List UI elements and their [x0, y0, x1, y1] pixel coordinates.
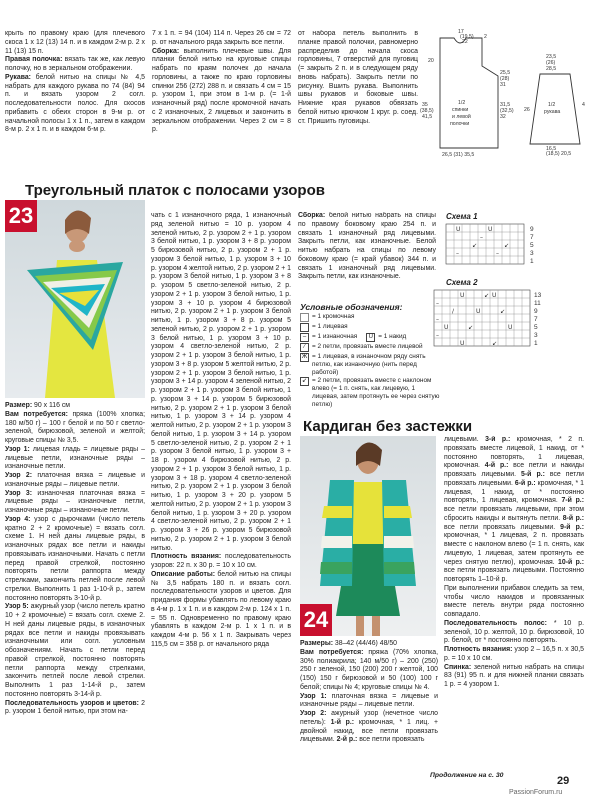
- dim-label: 16,5: [546, 146, 557, 152]
- row-number: 3: [530, 250, 534, 257]
- svg-text:–: –: [436, 332, 439, 339]
- legend-text: = 1 лицевая: [312, 323, 348, 330]
- paragraph: от набора петель выполнить в планке правой полочки, равномерно распределив до начала скоса горловины, 7 отверстий для пуговиц (= закрыть 2 п. и в следующем ряду вновь набрать). Закрыть петли по рисунку. Вшить рукава. Выполнить швы рукавов и боковые швы. Нижние края рукавов обвязать белой нитью крючком 1 круг. р. соед. ст. Пришить пуговицы.: [298, 30, 418, 125]
- dim-label: 4: [582, 102, 585, 108]
- svg-text:↙: ↙: [484, 292, 490, 299]
- edge-stitch-symbol: [300, 313, 309, 322]
- paragraph: Плотность вязания: последовательность узоров: 22 п. х 30 р. = 10 х 10 см.: [151, 553, 291, 569]
- legend-title: Условные обозначения:: [300, 302, 403, 312]
- legend-row: [300, 353, 440, 376]
- svg-text:↙: ↙: [504, 242, 510, 249]
- dim-label: 35: [422, 102, 428, 108]
- shawl-text-col-1: [5, 402, 145, 772]
- paragraph: Вам потребуется: пряжа (100% хлопка; 180 м/50 г) – 100 г белой и по 50 г светло-зеленой, бирюзовой, зеленой и желтой; круговые спицы № 3,5.: [5, 410, 145, 444]
- dim-label: 41,5: [422, 114, 433, 120]
- svg-text:U: U: [488, 226, 493, 233]
- paragraph: Сборка: выполнить плечевые швы. Для планки белой нитью на круговые спицы набрать по краям полочек до начала горловины, а также по краю горловины спинки 256 (272) 288 п. и связать 4 см = 15 р. узором 1, при этом в 1-м р. (= 1-й изнаночный ряд) после кромочной начать с 2 изнаночных, 2 лицевых и закончить в зеркальном отображении. Через 2 см = 8 р.: [152, 47, 291, 134]
- knit-symbol: [300, 323, 309, 332]
- schema-2-title: Схема 2: [446, 278, 478, 287]
- top-col-3: [298, 30, 418, 188]
- row-number: 1: [534, 340, 538, 347]
- dim-label: 2: [484, 34, 487, 40]
- svg-text:↙: ↙: [468, 324, 474, 331]
- row-number: 9: [534, 308, 538, 315]
- paragraph: 7 х 1 п. = 94 (104) 114 п. Через 26 см = 72 р. от начального ряда закрыть все петли.: [152, 30, 291, 46]
- paragraph: Спинка: зеленой нитью набрать на спицы 83 (91) 95 п. и для нижней планки связать 1 р. = 4 узором 1.: [444, 663, 584, 688]
- piece-label: 1/2: [458, 100, 466, 106]
- paragraph: Размер: 90 х 116 см: [5, 402, 71, 409]
- paragraph: Узор 3: изнаночная платочная вязка = лицевые ряды – изнаночные петли, изнаночные ряды – изнаночные петли.: [5, 489, 145, 514]
- legend-text: = 1 изнаночная: [312, 333, 358, 340]
- piece-label: и левой: [452, 114, 471, 120]
- row-number: 1: [530, 258, 534, 265]
- slip-stitch-symbol: Ж: [301, 354, 308, 360]
- paragraph: Вам потребуется: пряжа (70% хлопка, 30% полиакрила; 140 м/50 г) – 200 (250) 250 г зеленой, 150 (200) 200 г желтой, 100 (150) 150 г бирюзовой и 50 (100) 100 г белой; спицы № 4; круговые спицы № 4.: [300, 648, 438, 691]
- svg-text:↙: ↙: [500, 308, 506, 315]
- svg-text:U: U: [492, 292, 497, 299]
- continuation-note: Продолжение на с. 30: [430, 772, 504, 779]
- row-number: 13: [534, 292, 542, 299]
- shawl-text-col-3: [298, 212, 436, 296]
- row-number: 5: [530, 242, 534, 249]
- pattern-number-badge: 23: [5, 200, 37, 232]
- dim-label: (32,5): [500, 108, 514, 114]
- cardigan-text-col-1: [300, 640, 438, 772]
- svg-text:U: U: [444, 324, 449, 331]
- dim-label: 26: [524, 107, 530, 113]
- svg-text:↙: ↙: [492, 340, 498, 347]
- legend-text: = 1 лицевая, в изнаночном ряду снять петлю, как изнаночную (нить перед работой): [312, 353, 426, 376]
- svg-text:U: U: [460, 340, 465, 347]
- piece-label: спинки: [452, 107, 469, 113]
- dim-label: 23,5: [546, 54, 557, 60]
- paragraph: Описание работы: белой нитью на спицы № 3,5 набрать 180 п. и вязать согл. последовательности узоров и цветов. Для придания формы убавлять по левому краю в 4-м р. 1 х 1 п. и в каждом 2-м р. 124 х 1 п. = 55 п. Одновременно по правому краю убавлять в каждом 2-м р. 1 х 1 п. и в каждом 4-м р. 56 х 1 п. Закрывать через 115,5 см = 358 р. от начального ряда: [151, 570, 291, 648]
- dim-label: (38,5): [420, 108, 434, 114]
- svg-text:U: U: [460, 292, 465, 299]
- paragraph: Сборка: белой нитью набрать на спицы по правому боковому краю 254 п. и связать 1 изнаночный ряд лицевыми. Закрыть петли, как изнаночные. Белой нитью набрать на спицы по левому боковому краю (= край убавок) 344 п. и связать 1 изнаночный ряд лицевыми. Закрыть петли, как изнаночные.: [298, 212, 436, 281]
- cardigan-text-col-2: [444, 436, 584, 770]
- dim-label: 31: [500, 82, 506, 88]
- row-number: 7: [534, 316, 538, 323]
- section-title: Треугольный платок с полосами узоров: [25, 182, 325, 199]
- page-number: 29: [557, 775, 570, 787]
- legend-text: = 1 кромочная: [312, 313, 355, 320]
- paragraph: крыть по правому краю (для плечевого скоса 1 х 12 (13) 14 п. и в каждом 2-м р. 2 х 11 (13) 15 п.: [5, 30, 145, 55]
- paragraph: Рукава: белой нитью на спицы № 4,5 набрать для каждого рукава по 74 (84) 94 п. и вязать узором 2 согл. последовательности полос. Для скосов прибавить с обеих сторон в 9-м р. от начальной полосы 1 х 1 п., затем в каждом 8-м р. 2 х 1 п. и в каждом 6-м р.: [5, 73, 145, 134]
- paragraph: лицевыми. 3-й р.: кромочная, * 2 п. провязать вместе лицевой, 1 накид, от * постоянно повторять, 1 лицевая, кромочная. 4-й р.: все петли и накиды провязать лицевыми. 5-й р.: все петли провязать лицевыми. 6-й р.: кромочная, * 1 лицевая, 1 накид, от * постоянно повторять, 1 лицевая, кромочная. 7-й р.: все петли провязать лицевыми, при этом сбросить накиды и вытянуть петли. 8-й р.: все петли провязать лицевыми. 9-й р.: кромочная, * 1 лицевая, 2 п. провязать вместе с наклоном влево (= 1 п. снять, как лицевую, 1 лицевая, затем протянуть ее через снятую петлю), кромочная. 10-й р.: все петли провязать лицевыми. Постоянно повторять 1–10-й р.: [444, 436, 584, 583]
- ssk-symbol: ↙: [301, 378, 308, 385]
- legend-row: [300, 377, 440, 408]
- purl-symbol: –: [300, 333, 309, 342]
- svg-text:–: –: [436, 316, 439, 323]
- svg-text:∕: ∕: [452, 308, 455, 315]
- dim-label: (18,5) 20,5: [546, 151, 572, 157]
- paragraph: Узор 4: узор с дырочками (число петель кратно 2 + 2 кромочные) = вязать согл. схеме 1. Н ней даны лицевые ряды, в изнаночных рядах все петли и накиды провязывать изнаночными. Начать с петли перед правой стрелкой, постоянно повторять петли раппорта между стрелками, закончить петлей после левой стрелки. Выполнить 1 раз 1-10-й р., затем постоянно повторять 3-10-й р.: [5, 515, 145, 602]
- dim-label: 20: [428, 58, 434, 64]
- svg-text:–: –: [480, 234, 483, 241]
- paragraph: Узор 2: платочная вязка = лицевые и изнаночные ряды – лицевые петли.: [5, 472, 145, 488]
- paragraph: Последовательность узоров и цветов: 2 р. узором 1 белой нитью, при этом на-: [5, 699, 145, 716]
- piece-label: полочки: [450, 121, 470, 127]
- section-title: Кардиган без застежки: [303, 418, 473, 435]
- paragraph: Плотность вязания: узор 2 – 16,5 п. х 30,5 р. = 10 х 10 см.: [444, 646, 584, 662]
- legend-row: [300, 343, 440, 352]
- dim-label: (19,5): [460, 34, 474, 40]
- legend-text: = 2 петли, провязать вместе с наклоном влево (= 1 п. снять, как лицевую, 1 лицевая, затем протянуть ее через снятую петлю): [312, 377, 440, 408]
- svg-text:–: –: [496, 250, 499, 257]
- schema-2-chart: [432, 288, 544, 352]
- svg-text:U: U: [456, 226, 461, 233]
- pattern-number-badge: 24: [300, 604, 332, 636]
- dim-label: (26): [546, 60, 556, 66]
- paragraph: При выполнении прибавок следить за тем, чтобы число накидов и провязанных вместе петель внутри ряда постоянно совпадало.: [444, 584, 584, 618]
- row-number: 11: [534, 300, 541, 307]
- paragraph: чать с 1 изнаночного ряда, 1 изнаночный ряд зеленой нитью = 10 р. узором 4 зеленой нитью, 2 р. узором 2 + 1 р. узором 3 белой нитью, 1 р. узором 3 + 8 р. узором 5 бирюзовой нитью, 2 р. узором 2 + 1 р. узором 3 белой нитью, 1 р. узором 3 + 10 р. узором 4 желтой нитью, 2 р. узором 2 + 1 р. узором 3 белой нитью, 1 р. узором 3 + 8 р. узором 5 светло-зеленой нитью, 2 р. узором 2 + 1 р. узором 3 белой нитью, 1 р. узором 3 + 10 р. узором 4 бирюзовой нитью, 2 р. узором 2 + 1 р. узором 3 белой нитью, 1 р. узором 3 + 8 р. узором 5 зеленой нитью, 2 р. узором 2 + 1 р. узором 3 белой нитью, 1 р. узором 3 + 10 р. узором 4 светло-зеленой нитью, 2 р. узором 2 + 1 р. узором 3 белой нитью, 1 р. узором 3 + 8 р. узором 5 желтой нитью, 2 р. узором 2 + 1 р. узором 3 белой нитью, 1 р. узором 3 + 14 р. узором 4 зеленой нитью, 2 р. узором 2 + 1 р. узором 3 белой нитью, 1 р. узором 3 + 14 р. узором 5 бирюзовой нитью, 2 р. узором 2 + 1 р. узором 3 белой нитью, 1 р. узором 3 + 14 р. узором 4 желтой нитью, 2 р. узором 2 + 1 р. узором 3 белой нитью, 1 р. узором 3 + 14 р. узором 5 светло-зеленой нитью, 2 р. узором 2 + 1 р. узором 3 белой нитью, 1 р. узором 3 + 18 р. узором 4 бирюзовой нитью, 2 р. узором 2 + 1 р. узором 3 белой нитью, 1 р. узором 3 + 18 р. узором 4 светло-зеленой нитью, 2 р. узором 2 + 1 р. узором 3 белой нитью, 1 р. узором 3 + 20 р. узором 5 желтой нитью, 2 р. узором 2 + 1 р. узором 3 белой нитью, 1 р. узором 3 + 20 р. узором 4 светло-зеленой нитью, 2 р. узором 2 + 1 р. узором 3 + 26 р. узором 5 бирюзовой нитью, 2 р. узором 2 + 1 р. узором 3 белой нитью.: [151, 212, 291, 552]
- legend-text: = 2 петли, провязать вместе лицевой: [312, 343, 423, 350]
- pattern-diagram: [420, 26, 592, 158]
- row-number: 9: [530, 226, 534, 233]
- dim-label: (28): [500, 76, 510, 82]
- paragraph: Узор 1: платочная вязка = лицевые и изнаночные ряды – лицевые петли.: [300, 692, 438, 709]
- dim-label: 26,5 (31) 35,5: [442, 152, 475, 158]
- dim-label: 28,5: [546, 66, 557, 72]
- legend-text: = 1 накид: [378, 333, 407, 340]
- piece-label: рукава: [544, 109, 561, 115]
- dim-label: 25,5: [500, 70, 511, 76]
- site-watermark: PassionForum.ru: [509, 789, 563, 796]
- legend-row: [300, 323, 440, 332]
- top-col-2: [152, 30, 291, 188]
- row-number: 3: [534, 332, 538, 339]
- dim-label: 17: [458, 29, 464, 35]
- dim-label: 22: [462, 39, 468, 45]
- dim-label: 32: [500, 114, 506, 120]
- legend-row: [300, 333, 440, 342]
- paragraph: Узор 5: ажурный узор (число петель кратно 10 + 2 кромочные) = вязать согл. схеме 2. Н ней даны лицевые ряды, в изнаночных рядах все петли и накиды провязывать изнаночными или согл. условным обозначениям. Начать с петли перед правой стрелкой, постоянно повторять петли раппорта между стрелками, закончить петлей после левой стрелки. Выполнить 1 раз 1-14-й р., затем постоянно повторять 3-14-й р.: [5, 603, 145, 698]
- paragraph: Узор 2: ажурный узор (нечетное число петель): 1-й р.: кромочная, * 1 лиц. + двойной накид, все петли провязать лицевыми. 2-й р.: все петли провязать: [300, 710, 438, 744]
- schema-1-title: Схема 1: [446, 212, 478, 221]
- row-number: 5: [534, 324, 538, 331]
- shawl-text-col-2: [151, 212, 291, 774]
- svg-text:–: –: [436, 300, 439, 307]
- svg-text:–: –: [456, 250, 459, 257]
- legend-row: [300, 313, 440, 322]
- svg-text:U: U: [476, 308, 481, 315]
- paragraph: Размеры: 38–42 (44/46) 48/50: [300, 640, 397, 647]
- yarn-over-symbol: U: [366, 333, 375, 342]
- paragraph: Последовательность полос: * 10 р. зеленой, 10 р. желтой, 10 р. бирюзовой, 10 р. белой, от * постоянно повторять.: [444, 619, 584, 645]
- paragraph: Узор 1: лицевая гладь = лицевые ряды – лицевые петли, изнаночные ряды – изнаночные петли.: [5, 445, 145, 471]
- dim-label: 31,5: [500, 102, 511, 108]
- k2tog-symbol: ∕: [300, 343, 309, 352]
- top-col-1: [5, 30, 145, 188]
- schema-1-chart: [444, 222, 544, 268]
- row-number: 7: [530, 234, 534, 241]
- piece-label: 1/2: [548, 102, 556, 108]
- svg-text:U: U: [508, 324, 513, 331]
- paragraph: Правая полочка: вязать так же, как левую полочку, но в зеркальном отображении.: [5, 56, 145, 72]
- symbol-legend: [300, 302, 440, 409]
- svg-text:↙: ↙: [472, 242, 478, 249]
